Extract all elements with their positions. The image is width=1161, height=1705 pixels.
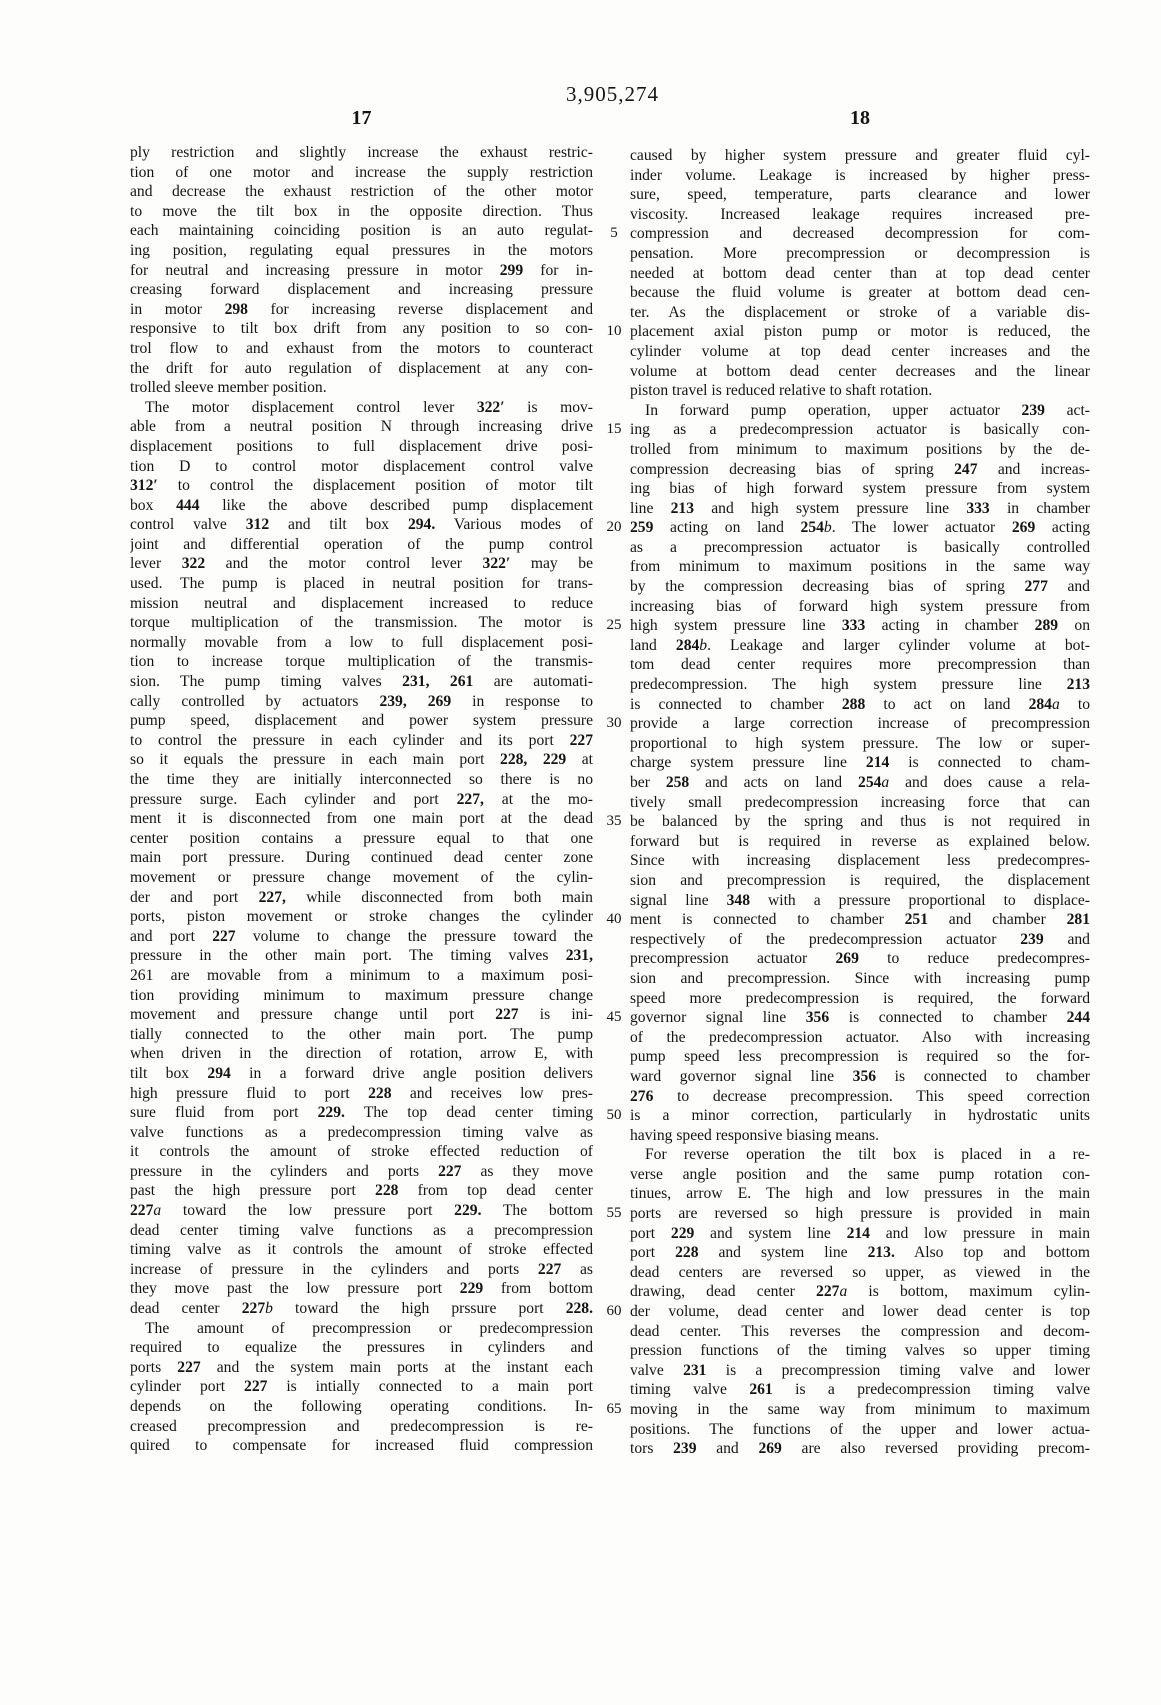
line-number: 30 — [606, 715, 622, 732]
text-line: tion of one motor and increase the supply restriction — [130, 163, 593, 181]
text-line: 312′ to control the displacement position of motor tilt — [130, 477, 593, 495]
text-line: forward but is required in reverse as explained below. — [630, 832, 1090, 850]
text-line: 276 to decrease precompression. This speed correction — [630, 1087, 1090, 1105]
text-line: timing valve as it controls the amount of stroke effected — [130, 1241, 593, 1259]
text-line: center position contains a pressure equal to that one — [130, 829, 593, 847]
text-line: respectively of the predecompression actuator 239 and — [630, 930, 1090, 948]
column-17-text-block — [130, 143, 593, 1456]
text-line: valve functions as a predecompression timing valve as — [130, 1123, 593, 1141]
text-line: mission neutral and displacement increased to reduce — [130, 594, 593, 612]
column-number-18: 18 — [850, 107, 870, 129]
text-line: increase of pressure in the cylinders and ports 227 as — [130, 1260, 593, 1278]
text-line: volume at bottom dead center decreases and the linear — [630, 362, 1090, 380]
text-line: 261 are movable from a minimum to a maximum posi- — [130, 966, 593, 984]
text-line: they move past the low pressure port 229 from bottom — [130, 1280, 593, 1298]
text-line: pressure surge. Each cylinder and port 227, at the mo- — [130, 790, 593, 808]
text-line: control valve 312 and tilt box 294. Various modes of — [130, 516, 593, 534]
text-line: is connected to chamber 288 to act on land 284a to — [630, 695, 1090, 713]
text-line: tion D to control motor displacement control valve — [130, 457, 593, 475]
text-line: joint and differential operation of the pump control — [130, 535, 593, 553]
text-line: ports 227 and the system main ports at the instant each — [130, 1358, 593, 1376]
text-line: creasing forward displacement and increasing pressure — [130, 281, 593, 299]
text-line: quired to compensate for increased fluid compression — [130, 1437, 593, 1455]
text-line: pensation. More precompression or decompression is — [630, 244, 1090, 262]
line-number: 10 — [606, 323, 622, 340]
text-line: ing position, regulating equal pressures in the motors — [130, 241, 593, 259]
text-line: compression decreasing bias of spring 247 and increas- — [630, 460, 1090, 478]
line-number: 60 — [606, 1303, 622, 1320]
text-line: drawing, dead center 227a is bottom, maximum cylin- — [630, 1283, 1090, 1301]
text-line: to move the tilt box in the opposite direction. Thus — [130, 202, 593, 220]
text-line: each maintaining coinciding position is an auto regulat- — [130, 222, 593, 240]
text-line: used. The pump is placed in neutral position for trans- — [130, 575, 593, 593]
text-line: sion. The pump timing valves 231, 261 are automati- — [130, 673, 593, 691]
text-line: of the predecompression actuator. Also with increasing — [630, 1028, 1090, 1046]
text-line: trol flow to and exhaust from the motors to counteract — [130, 339, 593, 357]
text-line: dead center 227b toward the high prssure port 228. — [130, 1300, 593, 1318]
text-line: charge system pressure line 214 is connected to cham- — [630, 754, 1090, 772]
patent-number: 3,905,274 — [566, 82, 659, 106]
text-line: main port pressure. During continued dead center zone — [130, 849, 593, 867]
text-line: lever 322 and the motor control lever 322′ may be — [130, 555, 593, 573]
text-line: positions. The functions of the upper and lower actua- — [630, 1420, 1090, 1438]
text-line: as a precompression actuator is basically controlled — [630, 538, 1090, 556]
text-line: responsive to tilt box drift from any position to so con- — [130, 320, 593, 338]
text-line: sure fluid from port 229. The top dead center timing — [130, 1104, 593, 1122]
text-line: movement or pressure change movement of the cylin- — [130, 868, 593, 886]
text-line: ter. As the displacement or stroke of a variable dis- — [630, 303, 1090, 321]
line-number: 40 — [606, 911, 622, 928]
column-18-text-block — [630, 146, 1090, 1459]
text-line: sion and precompression. Since with increasing pump — [630, 969, 1090, 987]
text-line: increasing bias of forward high system pressure from — [630, 597, 1090, 615]
text-line: The motor displacement control lever 322′ is mov- — [145, 398, 593, 416]
text-line: displacement positions to full displacement drive posi- — [130, 437, 593, 455]
text-line: timing valve 261 is a predecompression timing valve — [630, 1381, 1090, 1399]
text-line: is a minor correction, particularly in hydrostatic units — [630, 1107, 1090, 1125]
text-line: pression functions of the timing valves so upper timing — [630, 1342, 1090, 1360]
text-line: sure, speed, temperature, parts clearance and lower — [630, 186, 1090, 204]
text-line: predecompression. The high system pressure line 213 — [630, 676, 1090, 694]
text-line: placement axial piston pump or motor is reduced, the — [630, 323, 1090, 341]
line-number: 20 — [606, 519, 622, 536]
text-line: land 284b. Leakage and larger cylinder volume at bot- — [630, 636, 1090, 654]
text-line: tively small predecompression increasing force that can — [630, 793, 1090, 811]
text-line: creased precompression and predecompression is re- — [130, 1417, 593, 1435]
text-line: so it equals the pressure in each main port 228, 229 at — [130, 751, 593, 769]
text-line: In forward pump operation, upper actuator 239 act- — [645, 401, 1090, 419]
text-line: moving in the same way from minimum to maximum — [630, 1401, 1090, 1418]
text-line: pump speed, displacement and power system pressure — [130, 712, 593, 730]
text-line: port 229 and system line 214 and low pressure in main — [630, 1224, 1090, 1242]
line-number: 5 — [610, 225, 618, 242]
text-line: verse angle position and the same pump rotation con- — [630, 1165, 1090, 1183]
text-line: cylinder port 227 is intially connected to a main port — [130, 1378, 593, 1396]
text-line: 259 acting on land 254b. The lower actuator 269 acting — [630, 519, 1090, 537]
text-line: from minimum to maximum positions in the same way — [630, 558, 1090, 576]
text-line: ply restriction and slightly increase the exhaust restric- — [130, 144, 593, 161]
text-line: Since with increasing displacement less predecompres- — [630, 852, 1090, 870]
text-line: and decrease the exhaust restriction of the other motor — [130, 183, 593, 201]
text-line: ber 258 and acts on land 254a and does cause a rela- — [630, 774, 1090, 791]
text-line: inder volume. Leakage is increased by higher press- — [630, 166, 1090, 184]
text-line: dead centers are reversed so upper, as viewed in the — [630, 1263, 1090, 1281]
text-line: ports, piston movement or stroke changes the cylinder — [130, 908, 593, 926]
text-line: be balanced by the spring and thus is not required in — [630, 813, 1090, 831]
text-line: box 444 like the above described pump displacement — [130, 496, 593, 514]
text-line: the drift for auto regulation of displacement at any con- — [130, 359, 593, 377]
text-line: movement and pressure change until port 227 is ini- — [130, 1006, 593, 1024]
text-line: sion and precompression is required, the displacement — [630, 871, 1090, 889]
text-line: proportional to high system pressure. The low or super- — [630, 734, 1090, 752]
line-number: 45 — [606, 1009, 622, 1026]
text-line: torque multiplication of the transmission. The motor is — [130, 614, 593, 632]
text-line: tom dead center requires more precompression than — [630, 656, 1090, 674]
text-line: piston travel is reduced relative to shaft rotation. — [630, 382, 933, 400]
text-line: to control the pressure in each cylinder and its port 227 — [130, 731, 593, 749]
text-line: line 213 and high system pressure line 333 in chamber — [630, 499, 1090, 517]
text-line: precompression actuator 269 to reduce predecompres- — [630, 950, 1090, 968]
text-line: it controls the amount of stroke effected reduction of — [130, 1143, 593, 1161]
text-line: tinues, arrow E. The high and low pressures in the main — [630, 1185, 1090, 1203]
text-line: signal line 348 with a pressure proportional to displace- — [630, 891, 1090, 909]
text-line: tion providing minimum to maximum pressure change — [130, 986, 593, 1004]
text-line: needed at bottom dead center than at top dead center — [630, 264, 1090, 282]
text-line: the time they are initially interconnected so there is no — [130, 771, 593, 788]
text-line: tion to increase torque multiplication of the transmis- — [130, 653, 593, 671]
line-number: 55 — [606, 1205, 622, 1222]
text-line: ment is connected to chamber 251 and chamber 281 — [630, 911, 1090, 929]
column-number-17: 17 — [351, 107, 372, 129]
text-line: dead center timing valve functions as a precompression — [130, 1221, 593, 1239]
text-line: trolled sleeve member position. — [130, 379, 327, 397]
text-line: cally controlled by actuators 239, 269 in response to — [130, 692, 593, 710]
text-line: 227a toward the low pressure port 229. The bottom — [130, 1202, 593, 1220]
text-line: by the compression decreasing bias of spring 277 and — [630, 578, 1090, 596]
line-number: 35 — [606, 813, 622, 830]
text-line: compression and decreased decompression for com- — [630, 225, 1090, 243]
text-line: pressure in the cylinders and ports 227 as they move — [130, 1162, 593, 1180]
text-line: depends on the following operating conditions. In- — [130, 1398, 593, 1415]
text-line: speed more predecompression is required, the forward — [630, 989, 1090, 1007]
text-line: ports are reversed so high pressure is provided in main — [630, 1205, 1090, 1223]
text-line: port 228 and system line 213. Also top and bottom — [630, 1244, 1090, 1262]
text-line: der volume, dead center and lower dead center is top — [630, 1303, 1090, 1321]
text-line: ward governor signal line 356 is connected to chamber — [630, 1067, 1090, 1085]
text-line: valve 231 is a precompression timing valve and lower — [630, 1361, 1090, 1379]
text-line: caused by higher system pressure and greater fluid cyl- — [630, 147, 1090, 164]
text-line: pressure in the other main port. The timing valves 231, — [130, 947, 593, 965]
text-line: ing bias of high forward system pressure from system — [630, 480, 1090, 498]
text-line: cylinder volume at top dead center increases and the — [630, 342, 1090, 360]
text-line: high pressure fluid to port 228 and receives low pres- — [130, 1084, 593, 1102]
text-line: ment it is disconnected from one main port at the dead — [130, 810, 593, 828]
text-line: having speed responsive biasing means. — [630, 1126, 880, 1144]
text-line: normally movable from a low to full displacement posi- — [130, 633, 593, 651]
text-line: pump speed less precompression is required so the for- — [630, 1048, 1090, 1066]
line-number: 15 — [606, 421, 622, 438]
text-line: ing as a predecompression actuator is basically con- — [630, 421, 1090, 439]
text-line: because the fluid volume is greater at bottom dead cen- — [630, 284, 1090, 302]
line-number: 65 — [606, 1401, 622, 1418]
text-line: viscosity. Increased leakage requires increased pre- — [630, 205, 1090, 223]
text-line: when driven in the direction of rotation, arrow E, with — [130, 1045, 593, 1063]
text-line: tially connected to the other main port. The pump — [130, 1025, 593, 1043]
text-line: able from a neutral position N through increasing drive — [130, 418, 593, 436]
text-line: in motor 298 for increasing reverse displacement and — [130, 300, 593, 318]
text-line: past the high pressure port 228 from top dead center — [130, 1182, 593, 1200]
line-number: 50 — [606, 1107, 622, 1124]
text-line: dead center. This reverses the compression and decom- — [630, 1322, 1090, 1340]
text-line: high system pressure line 333 acting in chamber 289 on — [630, 617, 1090, 635]
text-line: trolled from minimum to maximum positions by the de- — [630, 440, 1090, 458]
text-line: der and port 227, while disconnected from both main — [130, 888, 593, 906]
text-line: for neutral and increasing pressure in motor 299 for in- — [130, 261, 593, 279]
text-line: The amount of precompression or predecompression — [145, 1319, 593, 1337]
text-line: required to equalize the pressures in cylinders and — [130, 1339, 593, 1357]
text-line: provide a large correction increase of precompression — [630, 715, 1090, 733]
text-line: For reverse operation the tilt box is placed in a re- — [645, 1146, 1090, 1164]
text-line: tilt box 294 in a forward drive angle position delivers — [130, 1064, 593, 1082]
text-line: and port 227 volume to change the pressure toward the — [130, 927, 593, 945]
text-line: governor signal line 356 is connected to chamber 244 — [630, 1009, 1090, 1027]
line-number: 25 — [606, 617, 622, 634]
text-line: tors 239 and 269 are also reversed providing precom- — [630, 1440, 1090, 1458]
